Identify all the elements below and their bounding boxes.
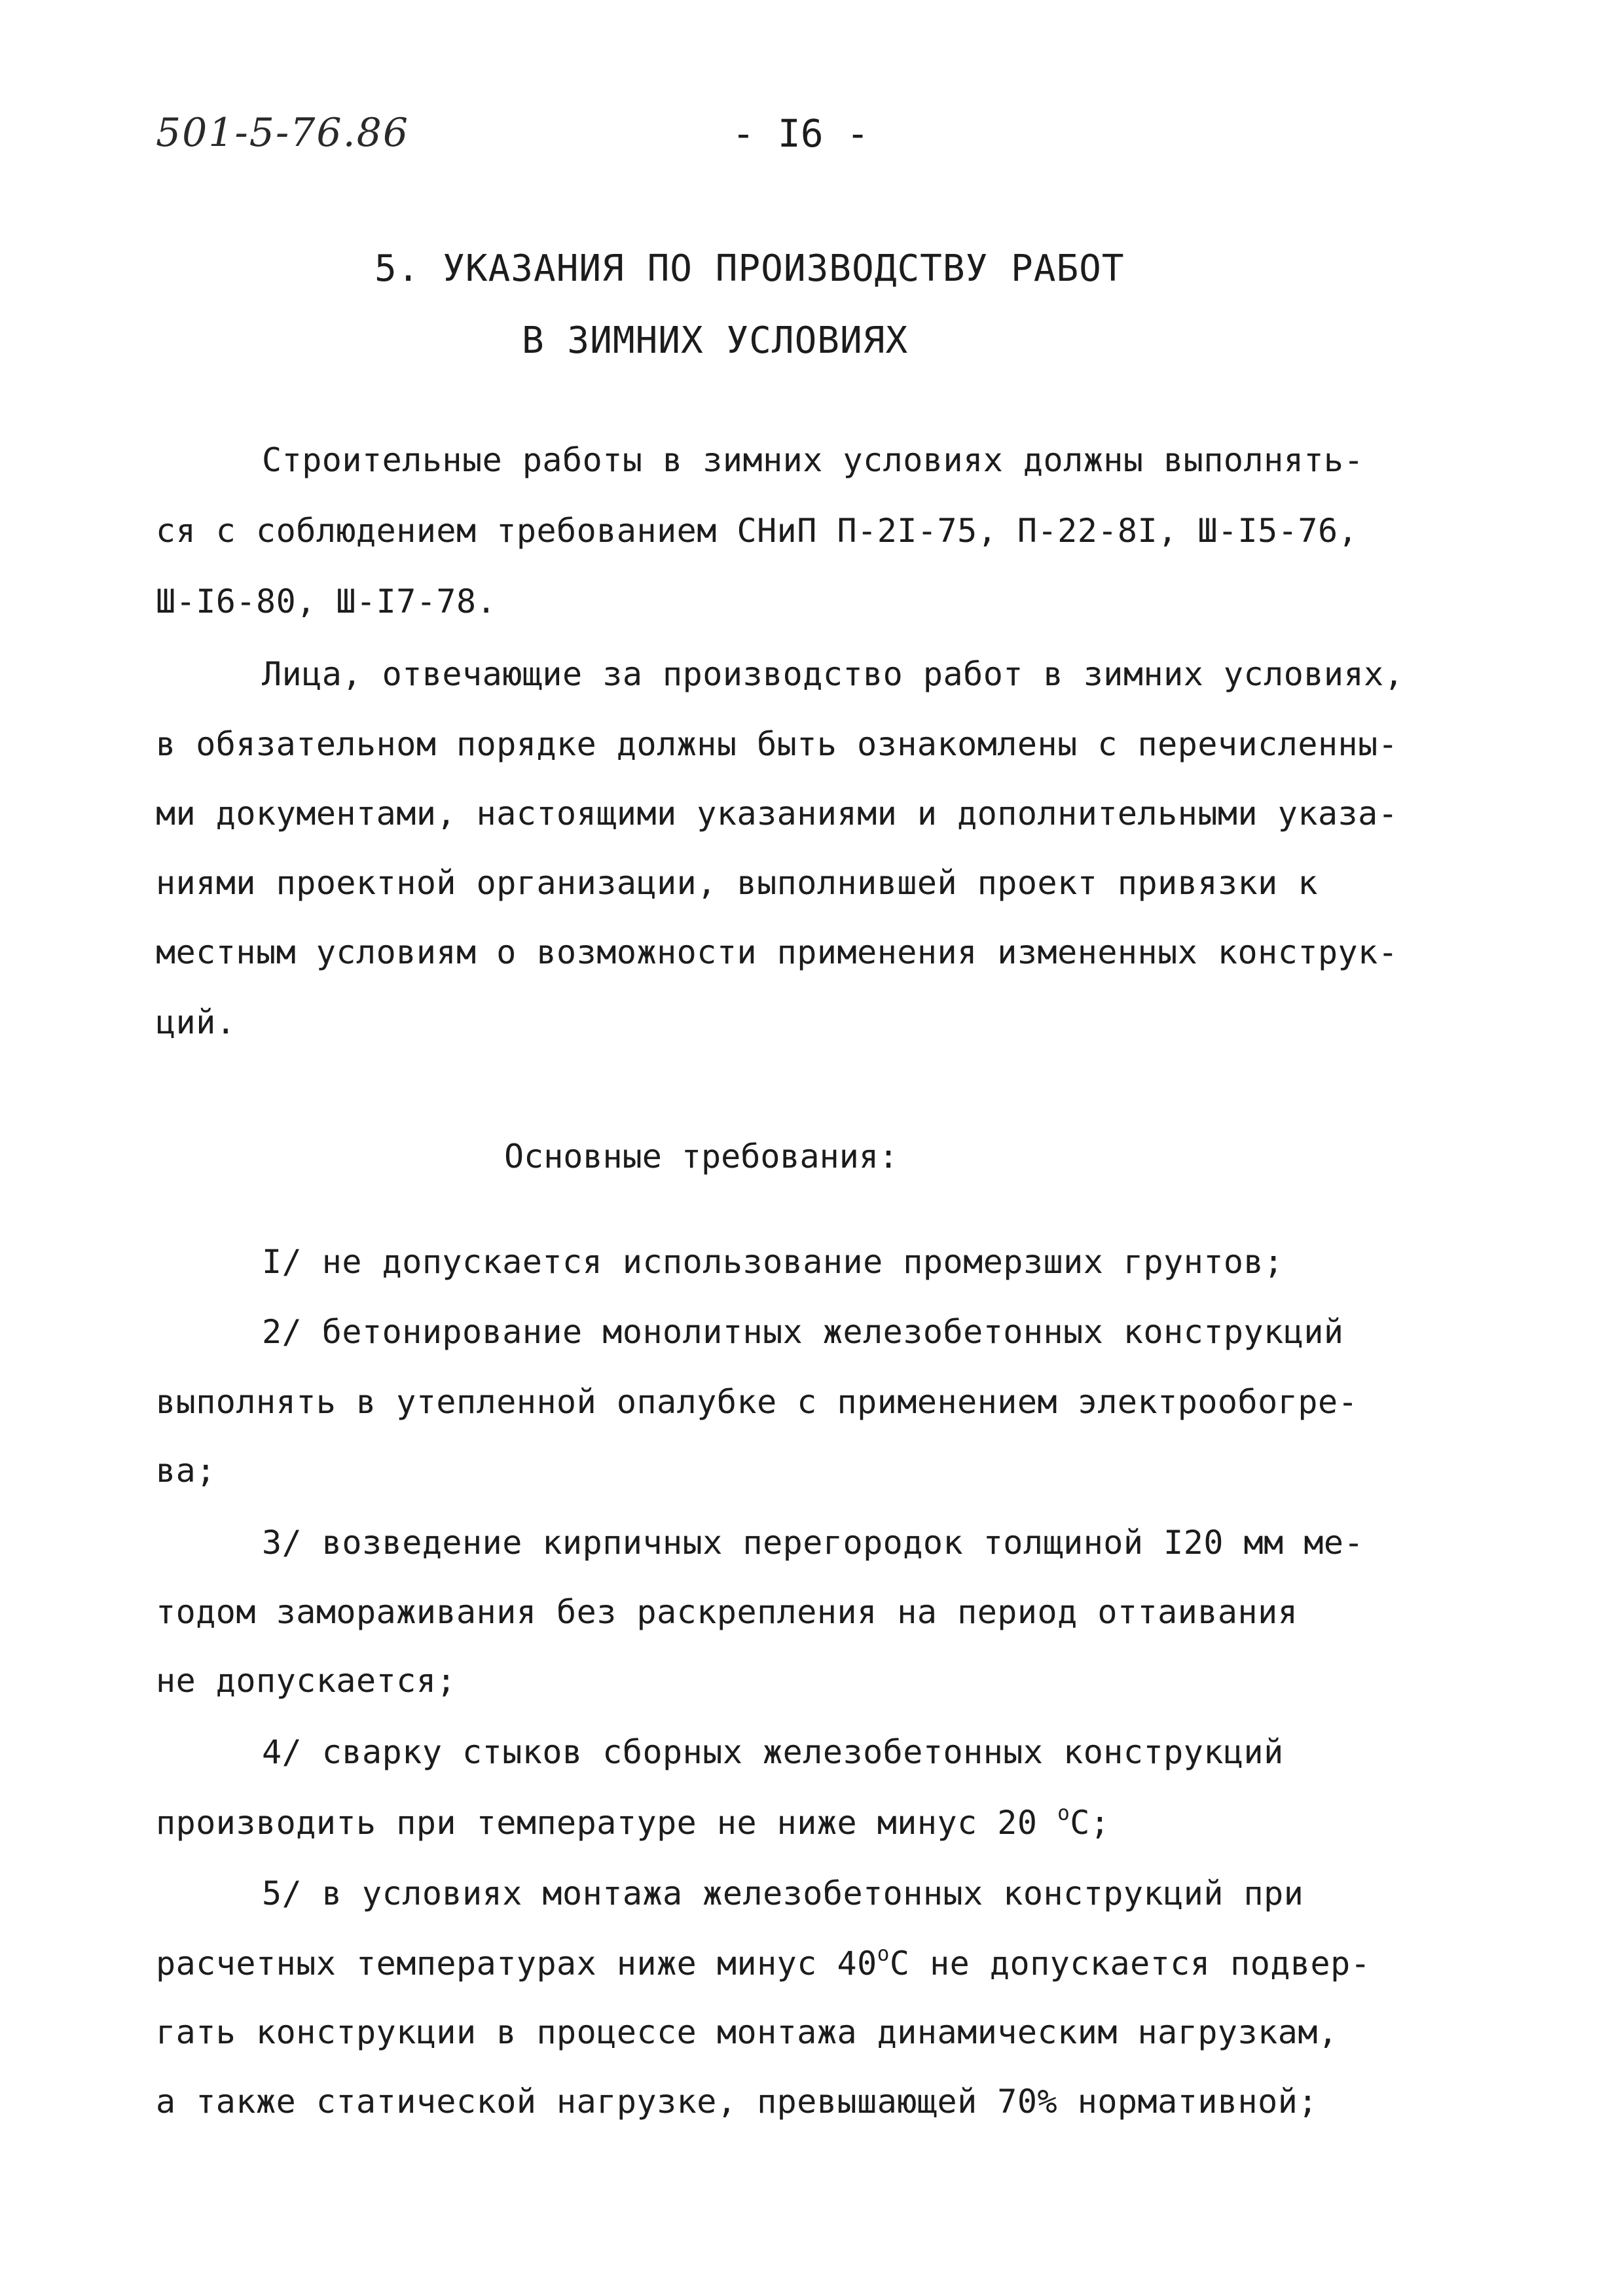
section-title-line-1: 5. УКАЗАНИЯ ПО ПРОИЗВОДСТВУ РАБОТ <box>374 247 1125 290</box>
requirement-item-5-text: расчетных температурах ниже минус 40 <box>156 1945 877 1982</box>
requirement-item-2-cont: ва; <box>156 1452 216 1490</box>
requirement-item-5-cont: гать конструкции в процессе монтажа динамическим нагрузкам, <box>156 2013 1338 2051</box>
requirement-item-4-cont <box>156 1801 1110 1842</box>
requirements-title: Основные требования: <box>504 1138 899 1175</box>
requirement-item-4: 4/ сварку стыков сборных железобетонных конструкций <box>262 1733 1284 1771</box>
requirement-item-3-cont: не допускается; <box>156 1662 457 1700</box>
paragraph-1-line: Строительные работы в зимних условиях должны выполнять- <box>262 441 1364 479</box>
requirement-item-5-cont: а также статической нагрузке, превышающей 70% нормативной; <box>156 2083 1318 2121</box>
requirement-item-1: I/ не допускается использование промерзших грунтов; <box>262 1243 1284 1281</box>
requirement-item-2: 2/ бетонирование монолитных железобетонных конструкций <box>262 1313 1344 1351</box>
requirement-item-5-end: С не допускается подвер- <box>889 1945 1371 1982</box>
requirement-item-5: 5/ в условиях монтажа железобетонных конструкций при <box>262 1874 1304 1912</box>
section-title-line-2: В ЗИМНИХ УСЛОВИЯХ <box>522 319 909 362</box>
paragraph-2-line: ниями проектной организации, выполнившей проект привязки к <box>156 864 1318 902</box>
paragraph-2-line: в обязательном порядке должны быть ознакомлены с перечисленны- <box>156 725 1398 763</box>
requirement-item-4-end: С; <box>1070 1804 1110 1842</box>
requirement-item-5-cont <box>156 1942 1371 1982</box>
requirement-item-3: 3/ возведение кирпичных перегородок толщиной I20 мм ме- <box>262 1524 1364 1562</box>
paragraph-2-line: ций. <box>156 1003 236 1041</box>
paragraph-2-line: ми документами, настоящими указаниями и дополнительными указа- <box>156 795 1398 833</box>
requirement-item-3-cont: тодом замораживания без раскрепления на период оттаивания <box>156 1593 1298 1631</box>
paragraph-1-line: ся с соблюдением требованием СНиП П-2I-75, П-22-8I, Ш-I5-76, <box>156 512 1359 550</box>
requirement-item-4-text: производить при температуре не ниже минус 20 <box>156 1804 1058 1842</box>
requirement-item-2-cont: выполнять в утепленной опалубке с применением электрообогре- <box>156 1383 1359 1421</box>
page-number: - I6 - <box>732 111 869 156</box>
degree-sign: o <box>1057 1801 1070 1825</box>
paragraph-2-line: местным условиям о возможности применения измененных конструк- <box>156 933 1398 971</box>
degree-sign: o <box>877 1942 890 1966</box>
paragraph-2-line: Лица, отвечающие за производство работ в зимних условиях, <box>262 655 1404 693</box>
document-code: 501-5-76.86 <box>156 110 410 156</box>
paragraph-1-line: Ш-I6-80, Ш-I7-78. <box>156 583 497 620</box>
